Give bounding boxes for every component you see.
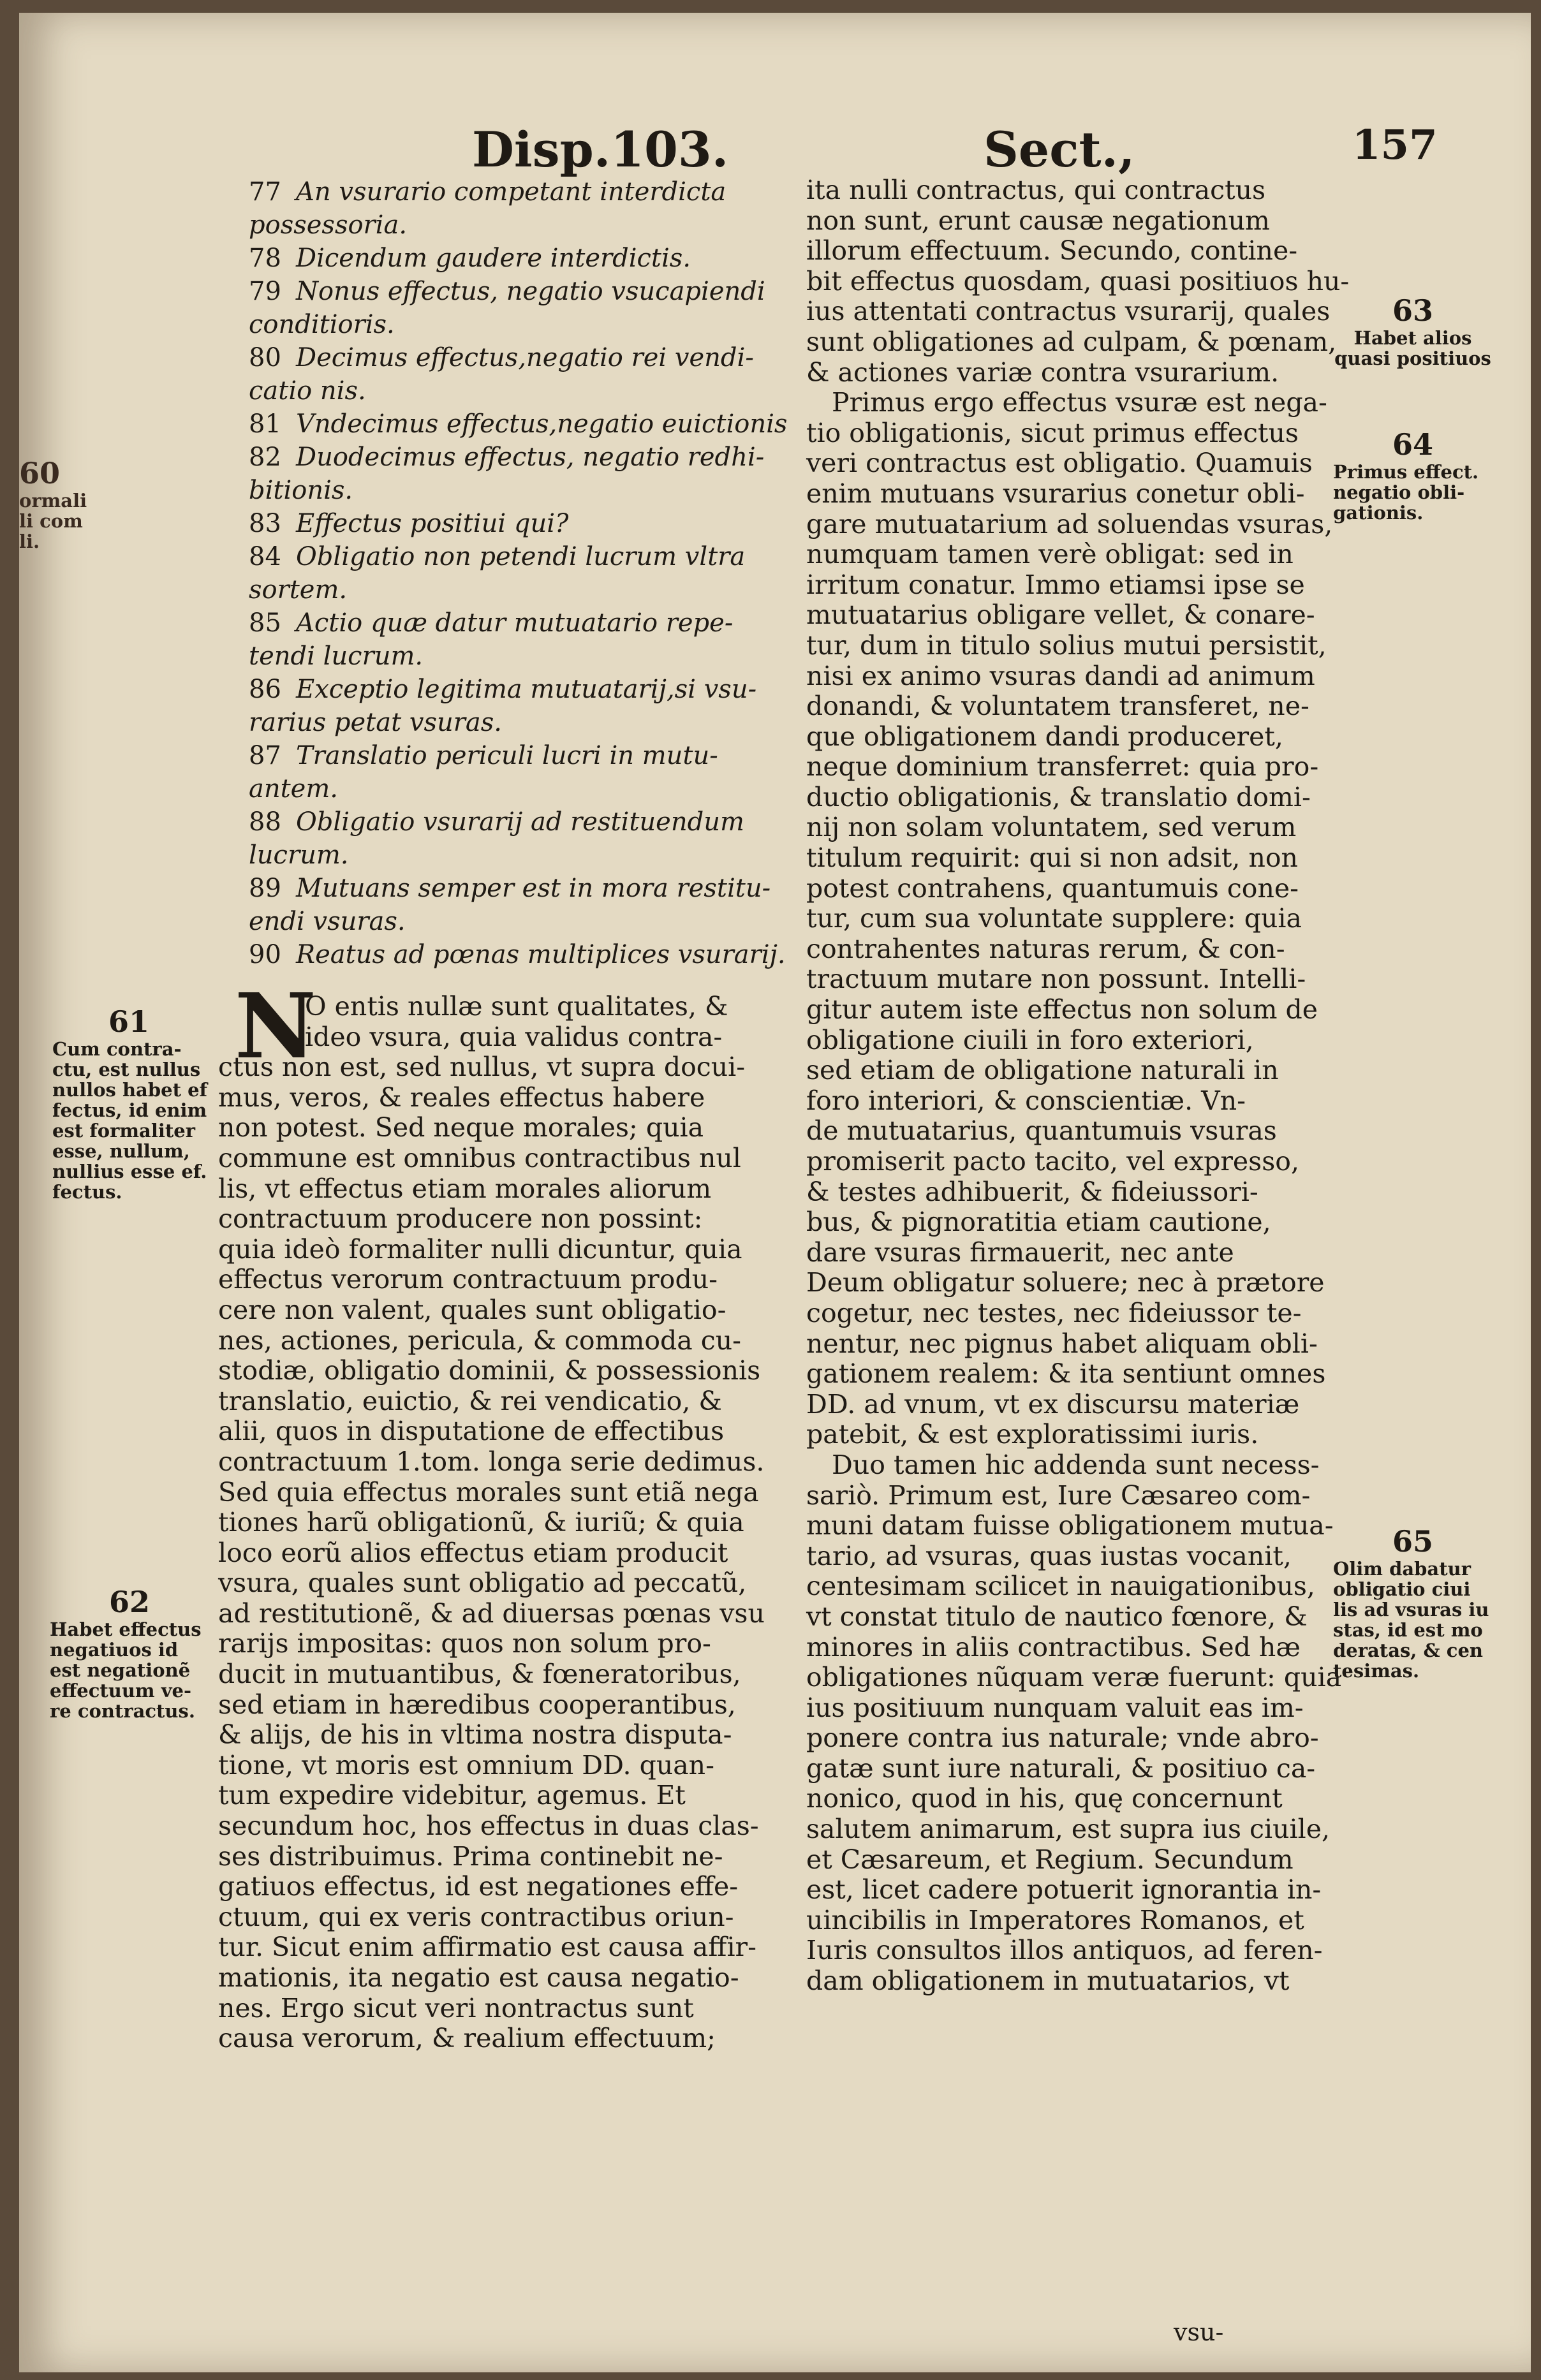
text-line: irritum conatur. Immo etiamsi ipse se [806,569,1305,600]
summary-list [249,175,797,971]
text-line: donandi, & voluntatem transferet, ne- [806,691,1309,722]
book-page [19,13,1531,2372]
text-line: non sunt, erunt causæ negationum [806,205,1270,236]
text-line: contractuum 1.tom. longa serie dedimus. [218,1446,765,1477]
summary-entry: 87 Translatio periculi lucri in mutu- [249,741,718,770]
text-line: neque dominium transferret: quia pro- [806,751,1319,782]
text-line: Primus ergo effectus vsuræ est nega- [832,387,1327,418]
text-line: de mutuatarius, quantumuis vsuras [806,1115,1277,1147]
catchword: vsu- [1174,2318,1224,2346]
text-line: numquam tamen verè obligat: sed in [806,539,1294,570]
summary-entry: 79 Nonus effectus, negatio vsucapiendi [249,277,765,306]
text-line: mutuatarius obligare vellet, & conare- [806,599,1315,631]
drop-cap: N [235,974,316,1079]
text-line: quia ideò formaliter nulli dicuntur, quia [218,1233,742,1265]
summary-entry-cont: possessoria. [249,210,408,240]
text-line: DD. ad vnum, vt ex discursu materiæ [806,1388,1300,1420]
text-line: nonico, quod in his, quę concernunt [806,1783,1283,1814]
text-line: sed etiam de obligatione naturali in [806,1055,1279,1086]
text-line: tario, ad vsuras, quas iustas vocanit, [806,1540,1292,1571]
text-line: rarijs impositas: quos non solum pro- [218,1628,711,1659]
text-line: ad restitutionẽ, & ad diuersas pœnas vsu [218,1598,765,1629]
summary-entry-cont: tendi lucrum. [249,642,424,671]
text-line: Iuris consultos illos antiquos, ad feren- [806,1935,1323,1966]
text-line: promiserit pacto tacito, vel expresso, [806,1146,1299,1177]
text-line: sed etiam in hæredibus cooperantibus, [218,1689,736,1720]
text-line: ses distribuimus. Prima continebit ne- [218,1840,723,1872]
text-line: nentur, nec pignus habet aliquam obli- [806,1328,1318,1359]
text-line: ponere contra ius naturale; vnde abro- [806,1723,1319,1754]
text-line: bit effectus quosdam, quasi positiuos hu- [806,265,1350,297]
text-line: minores in aliis contractibus. Sed hæ [806,1631,1301,1663]
text-line: bus, & pignoratitia etiam cautione, [806,1207,1271,1238]
text-line: mus, veros, & reales effectus habere [218,1082,705,1113]
text-line: tum expedire videbitur, agemus. Et [218,1780,686,1811]
text-line: tractuum mutare non possunt. Intelli- [806,964,1306,995]
summary-entry: 83 Effectus positiui qui? [249,509,569,538]
page-number: 157 [1352,121,1438,169]
text-line: cere non valent, quales sunt obligatio- [218,1294,726,1325]
summary-entry-cont: antem. [249,774,338,804]
text-line: uincibilis in Imperatores Romanos, et [806,1904,1304,1936]
summary-entry: 85 Actio quæ datur mutuatario repe- [249,608,734,638]
text-line: contractuum producere non possint: [218,1203,703,1235]
text-line: foro interiori, & conscientiæ. Vn- [806,1085,1246,1116]
text-line: gitur autem iste effectus non solum de [806,994,1318,1025]
summary-entry-cont: conditioris. [249,310,395,339]
text-line: loco eorũ alios effectus etiam producit [218,1537,728,1568]
text-line: est, licet cadere potuerit ignorantia in- [806,1874,1322,1906]
margin-note-63: 63 Habet alios quasi positiuos [1334,293,1491,369]
text-line: ctus non est, sed nullus, vt supra docui- [218,1052,746,1083]
text-line: & alijs, de his in vltima nostra disputa- [218,1719,732,1751]
summary-entry: 88 Obligatio vsurarij ad restituendum [249,807,744,837]
text-line: effectus verorum contractuum produ- [218,1264,718,1295]
summary-entry: 82 Duodecimus effectus, negatio redhi- [249,443,765,472]
text-line: contrahentes naturas rerum, & con- [806,933,1285,964]
text-line: gare mutuatarium ad soluendas vsuras, [806,508,1333,540]
text-line: cogetur, nec testes, nec fideiussor te- [806,1297,1302,1328]
text-line: que obligationem dandi produceret, [806,721,1283,752]
text-line: muni datam fuisse obligationem mutua- [806,1510,1334,1541]
text-line: ius positiuum nunquam valuit eas im- [806,1692,1304,1723]
summary-entry: 80 Decimus effectus,negatio rei vendi- [249,343,754,372]
text-line: causa verorum, & realium effectuum; [218,2023,716,2054]
text-line: non potest. Sed neque morales; quia [218,1112,704,1143]
text-line: obligationes nũquam veræ fuerunt: quia [806,1662,1342,1693]
text-line: tur, cum sua voluntate supplere: quia [806,903,1302,934]
text-line: centesimam scilicet in nauigationibus, [806,1571,1315,1602]
summary-entry: 84 Obligatio non petendi lucrum vltra [249,542,746,571]
text-line: translatio, euictio, & rei vendicatio, & [218,1385,722,1416]
text-line: tio obligationis, sicut primus effectus [806,417,1299,448]
text-line: O entis nullæ sunt qualitates, & [305,991,728,1022]
text-line: tur, dum in titulo solius mutui persistit, [806,629,1327,661]
summary-entry: 89 Mutuans semper est in mora restitu- [249,874,771,903]
text-line: ius attentati contractus vsurarij, quales [806,296,1331,327]
text-line: et Cæsareum, et Regium. Secundum [806,1844,1294,1875]
text-line: gatiuos effectus, id est negationes effe- [218,1871,739,1902]
text-line: obligatione ciuili in foro exteriori, [806,1024,1254,1055]
summary-entry-cont: catio nis. [249,376,366,406]
summary-entry: 81 Vndecimus effectus,negatio euictionis [249,409,788,439]
text-line: nes. Ergo sicut veri nontractus sunt [218,1992,694,2024]
summary-entry: 78 Dicendum gaudere interdictis. [249,244,691,273]
body-column-left [218,991,765,2054]
text-line: & actiones variæ contra vsurarium. [806,356,1279,388]
text-line: veri contractus est obligatio. Quamuis [806,448,1313,479]
text-line: vsura, quales sunt obligatio ad peccatũ, [218,1568,747,1599]
text-line: sunt obligationes ad culpam, & pœnam, [806,326,1337,357]
text-line: dam obligationem in mutuatarios, vt [806,1965,1290,1997]
text-line: tiones harũ obligationũ, & iuriũ; & quia [218,1507,744,1538]
text-line: tione, vt moris est omnium DD. quan- [218,1749,714,1781]
text-line: titulum requirit: qui si non adsit, non [806,842,1298,874]
summary-entry-cont: lucrum. [249,841,349,870]
text-line: secundum hoc, hos effectus in duas clas- [218,1811,759,1842]
text-line: salutem animarum, est supra ius ciuile, [806,1814,1331,1845]
summary-entry: 90 Reatus ad pœnas multiplices vsurarij. [249,940,786,969]
text-line: stodiæ, obligatio dominii, & possessionis [218,1355,761,1386]
text-line: mationis, ita negatio est causa negatio- [218,1962,739,1993]
text-line: commune est omnibus contractibus nul [218,1142,741,1173]
text-line: Sed quia effectus morales sunt etiã nega [218,1476,759,1508]
text-line: enim mutuans vsurarius conetur obli- [806,478,1305,509]
running-head-center: Sect., [984,121,1135,178]
text-line: Deum obligatur soluere; nec à prætore [806,1267,1325,1298]
text-line: nisi ex animo vsuras dandi ad animum [806,660,1315,691]
text-line: & testes adhibuerit, & fideiussori- [806,1176,1258,1207]
text-line: gatæ sunt iure naturali, & positiuo ca- [806,1752,1316,1784]
body-column-right [806,175,1350,1997]
text-line: nij non solam voluntatem, sed verum [806,812,1297,843]
text-line: potest contrahens, quantumuis cone- [806,872,1299,904]
running-head-left: Disp.103. [472,121,729,178]
text-line: nes, actiones, pericula, & commoda cu- [218,1325,741,1356]
text-line: ctuum, qui ex veris contractibus oriun- [218,1901,734,1932]
text-line: gationem realem: & ita sentiunt omnes [806,1358,1326,1390]
text-line: ductio obligationis, & translatio domi- [806,781,1311,812]
text-line: ducit in mutuantibus, & fœneratoribus, [218,1659,741,1690]
margin-note-60: 60 ormali li com li. [19,456,87,552]
summary-entry-cont: bitionis. [249,476,353,505]
summary-entry: 77 An vsurario competant interdicta [249,177,726,207]
text-line: tur. Sicut enim affirmatio est causa affir- [218,1932,757,1963]
summary-entry-cont: rarius petat vsuras. [249,708,502,737]
text-line: patebit, & est exploratissimi iuris. [806,1419,1259,1450]
margin-note-61: 61 Cum contra- ctu, est nullus nullos habet ef fectus, id enim est formaliter esse, nullum, nullius esse ef. fectus. [52,1004,207,1203]
text-line: ita nulli contractus, qui contractus [806,175,1266,205]
summary-entry-cont: endi vsuras. [249,907,406,936]
text-line: vt constat titulo de nautico fœnore, & [806,1601,1308,1632]
text-line: illorum effectuum. Secundo, contine- [806,235,1298,267]
margin-note-62: 62 Habet effectus negatiuos id est negationẽ effectuum ve- re contractus. [50,1585,202,1722]
text-line: Duo tamen hic addenda sunt necess- [832,1449,1320,1480]
text-line: sariò. Primum est, Iure Cæsareo com- [806,1480,1311,1511]
text-line: dare vsuras firmauerit, nec ante [806,1237,1234,1268]
summary-entry-cont: sortem. [249,575,348,605]
text-line: ideo vsura, quia validus contra- [305,1021,723,1052]
text-line: alii, quos in disputatione de effectibus [218,1416,725,1447]
summary-entry: 86 Exceptio legitima mutuatarij,si vsu- [249,675,757,704]
text-line: lis, vt effectus etiam morales aliorum [218,1173,712,1204]
margin-note-65: 65 Olim dabatur obligatio ciui lis ad vsuras iu stas, id est mo deratas, & cen tesimas. [1333,1524,1489,1682]
margin-note-64: 64 Primus effect. negatio obli- gationis. [1333,427,1479,524]
